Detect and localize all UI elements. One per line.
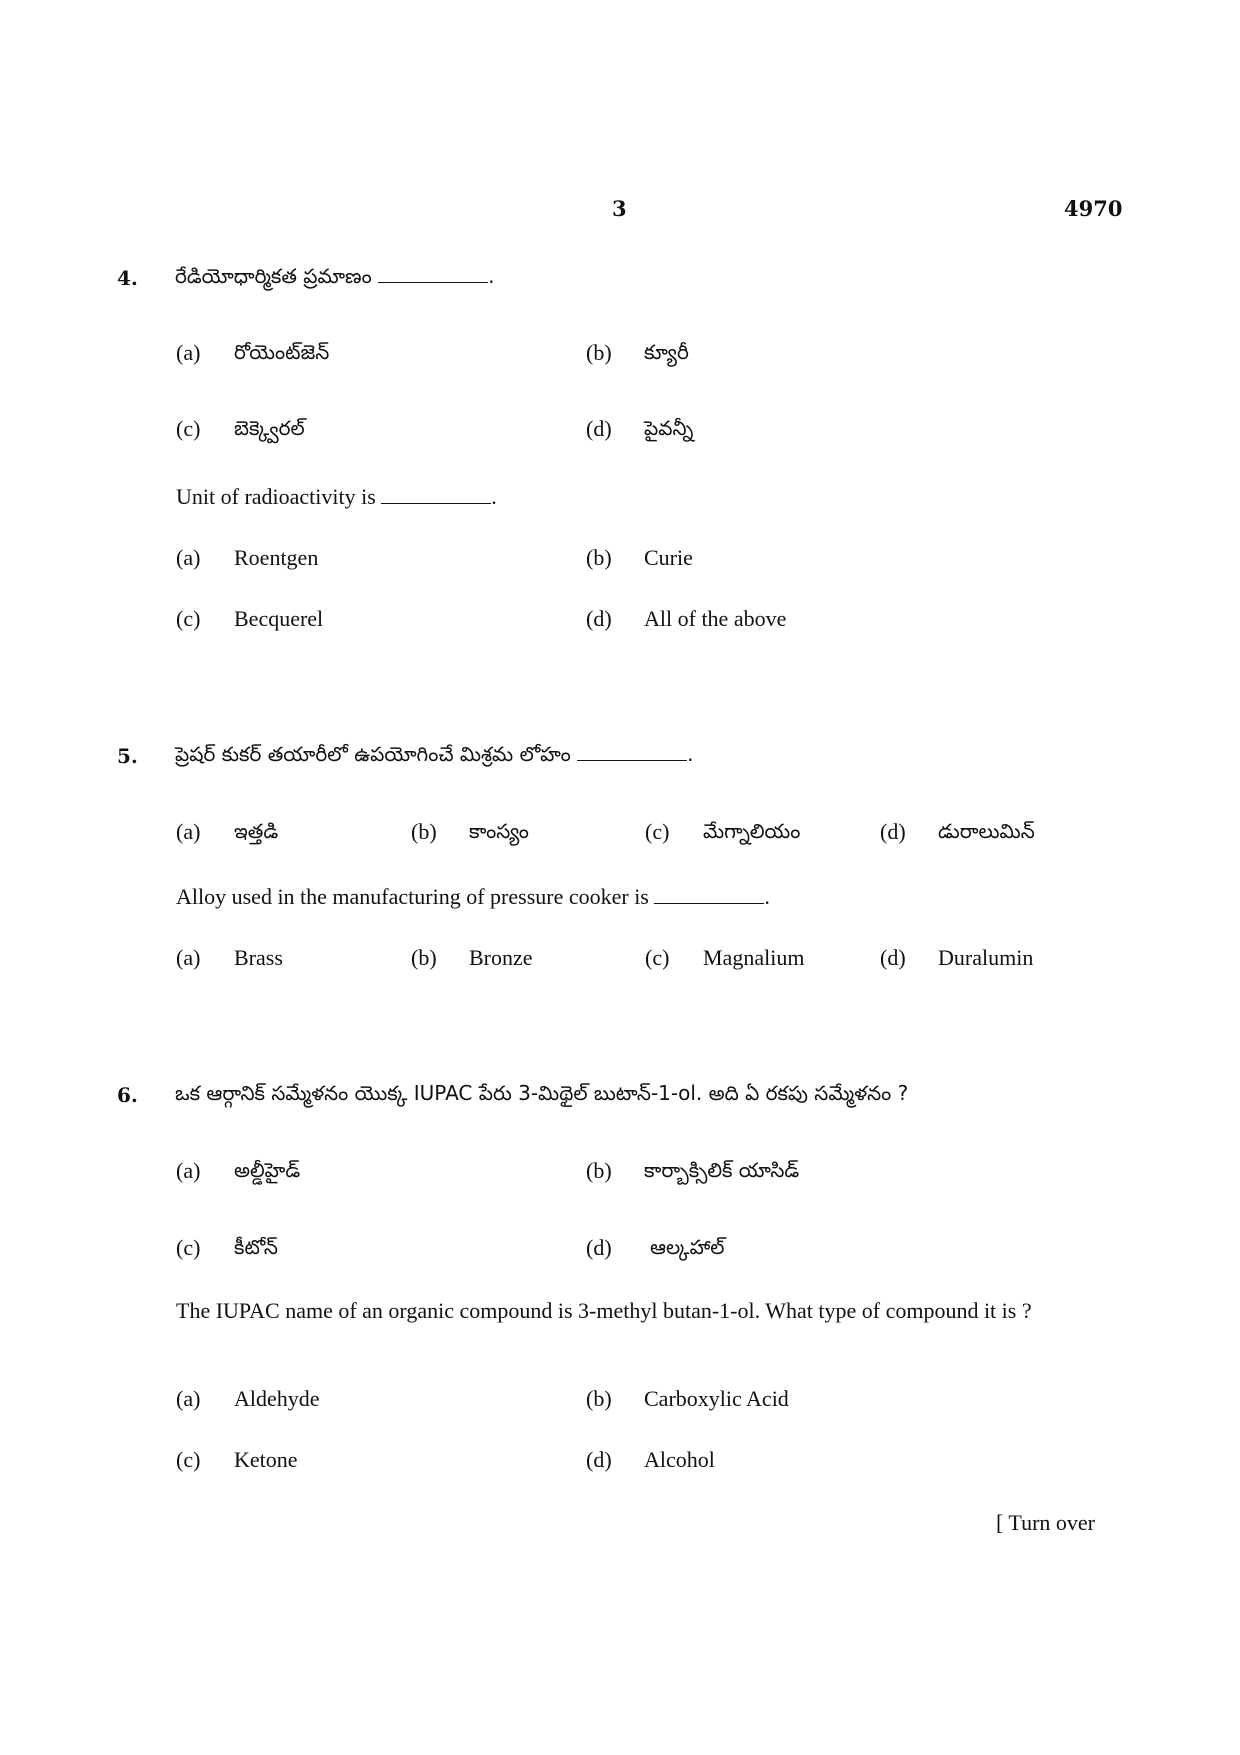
- option-text-telugu: కార్బాక్సిలిక్ యాసిడ్: [644, 1158, 800, 1182]
- option-text-english: Becquerel: [234, 606, 324, 631]
- option-label: (a): [176, 340, 201, 365]
- option-text-english: Magnalium: [703, 945, 805, 970]
- question-number: 5.: [117, 744, 138, 768]
- option-text-telugu: ఆల్కహాల్: [650, 1235, 725, 1259]
- option-text-telugu: కీటోన్: [234, 1235, 278, 1259]
- turn-over-note: [ Turn over: [996, 1510, 1096, 1535]
- option-label: (b): [411, 945, 437, 970]
- option-text-english: Bronze: [469, 945, 533, 970]
- option-label: (d): [880, 819, 906, 844]
- option-text-english: All of the above: [644, 606, 787, 631]
- option-text-telugu: ఇత్తడి: [234, 819, 279, 843]
- option-label: (c): [176, 1447, 201, 1472]
- option-text-telugu: మేగ్నాలియం: [703, 819, 801, 843]
- option-label: (b): [586, 1386, 612, 1411]
- option-label: (a): [176, 1158, 201, 1183]
- option-label: (b): [586, 545, 612, 570]
- option-label: (b): [411, 819, 437, 844]
- option-text-telugu: క్యూరీ: [644, 340, 689, 364]
- option-label: (a): [176, 1386, 201, 1411]
- option-label: (a): [176, 819, 201, 844]
- option-label: (b): [586, 340, 612, 365]
- question-stem-english: Alloy used in the manufacturing of pressure cooker is .: [176, 884, 770, 909]
- option-text-english: Aldehyde: [234, 1386, 320, 1411]
- option-label: (c): [176, 606, 201, 631]
- option-text-telugu: రోయెంట్‌జెన్: [234, 340, 330, 364]
- option-label: (d): [586, 1447, 612, 1472]
- option-label: (d): [586, 606, 612, 631]
- option-label: (a): [176, 545, 201, 570]
- option-text-english: Carboxylic Acid: [644, 1386, 789, 1411]
- option-text-english: Duralumin: [938, 945, 1034, 970]
- option-label: (d): [586, 1235, 612, 1260]
- option-label: (c): [176, 1235, 201, 1260]
- option-label: (c): [176, 416, 201, 441]
- option-text-english: Ketone: [234, 1447, 298, 1472]
- option-label: (a): [176, 945, 201, 970]
- option-text-english: Roentgen: [234, 545, 319, 570]
- question-stem-english: The IUPAC name of an organic compound is 3-methyl butan-1-ol. What type of compound it is ?: [176, 1298, 1032, 1323]
- option-text-telugu: పైవన్నీ: [644, 416, 694, 440]
- option-text-english: Brass: [234, 945, 283, 970]
- option-label: (c): [645, 819, 670, 844]
- option-text-telugu: అల్డీహైడ్: [234, 1158, 301, 1182]
- question-stem-telugu: ప్రెషర్ కుకర్ తయారీలో ఉపయోగించే మిశ్రమ లోహం .: [175, 742, 694, 766]
- option-text-telugu: డురాలుమిన్: [938, 819, 1035, 843]
- option-label: (b): [586, 1158, 612, 1183]
- page-number: 3: [612, 196, 627, 221]
- option-text-telugu: బెక్క్వెరల్: [234, 416, 305, 440]
- option-label: (c): [645, 945, 670, 970]
- option-text-english: Curie: [644, 545, 693, 570]
- option-text-english: Alcohol: [644, 1447, 715, 1472]
- question-stem-telugu: ఒక ఆర్గానిక్ సమ్మేళనం యొక్క IUPAC పేరు 3-మిథైల్ బుటాన్-1-ol. అది ఏ రకపు సమ్మేళనం ?: [175, 1081, 909, 1105]
- option-text-telugu: కాంస్యం: [469, 819, 529, 843]
- question-stem-english: Unit of radioactivity is .: [176, 484, 497, 509]
- option-label: (d): [586, 416, 612, 441]
- question-number: 4.: [117, 266, 138, 290]
- paper-code: 4970: [1064, 196, 1123, 221]
- question-number: 6.: [117, 1083, 138, 1107]
- option-label: (d): [880, 945, 906, 970]
- question-stem-telugu: రేడియోధార్మికత ప్రమాణం .: [175, 264, 495, 288]
